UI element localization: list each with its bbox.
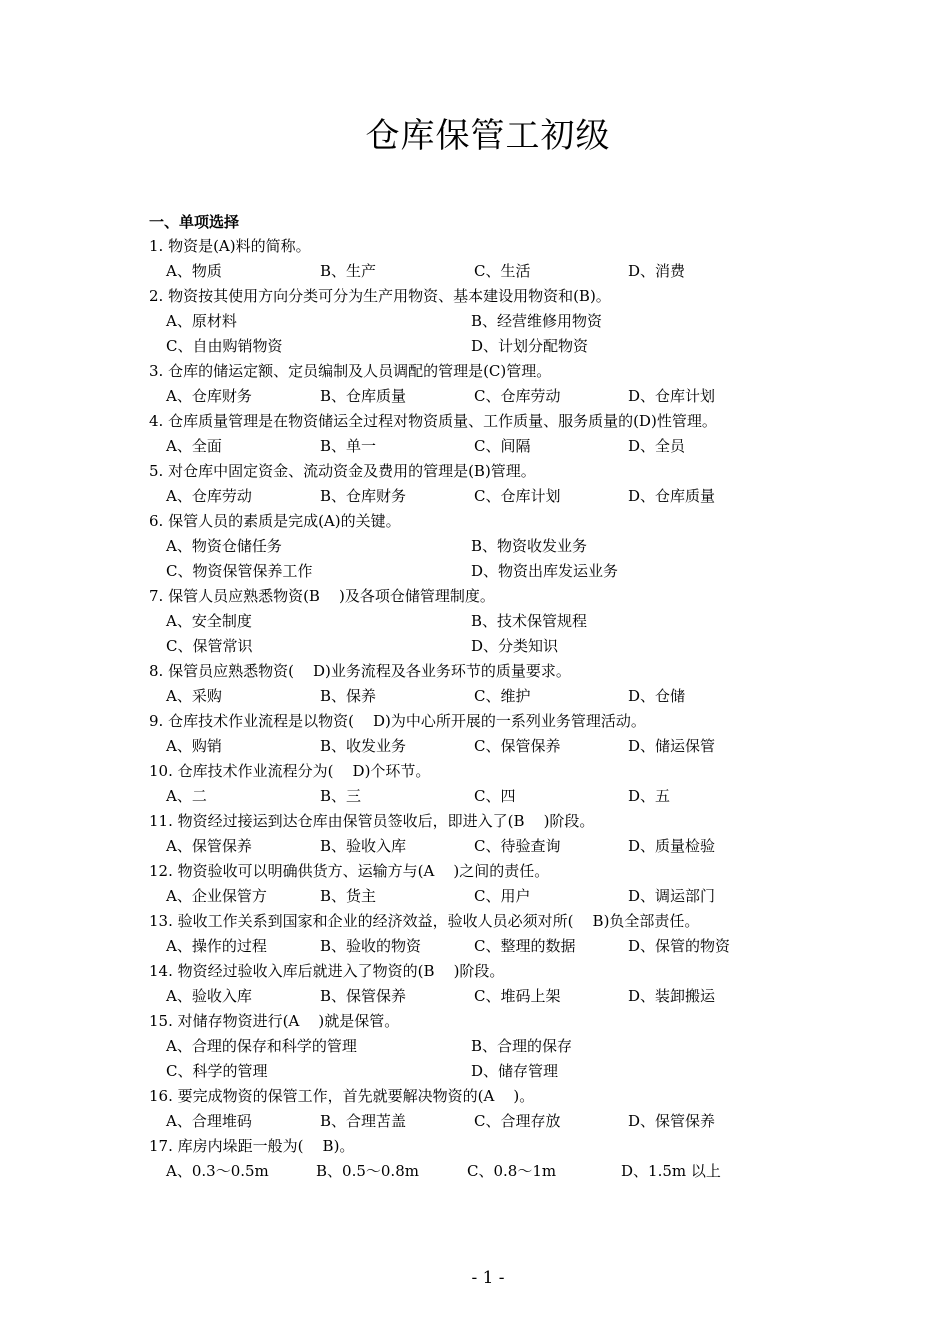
option-b: B、保养 <box>320 687 377 705</box>
option-a: A、二 <box>166 787 207 805</box>
option-c: C、仓库计划 <box>474 487 561 505</box>
question-text: 12. 物资验收可以明确供货方、运输方与(A )之间的责任。 <box>149 862 550 880</box>
option-c: C、间隔 <box>474 437 531 455</box>
option-b: B、合理的保存 <box>471 1037 573 1055</box>
options-row <box>149 984 849 1009</box>
option-d: D、保管的物资 <box>628 937 731 955</box>
question-text: 2. 物资按其使用方向分类可分为生产用物资、基本建设用物资和(B)。 <box>149 287 611 305</box>
options-row <box>149 934 849 959</box>
option-b: B、经营维修用物资 <box>471 312 603 330</box>
option-a: A、全面 <box>166 437 222 455</box>
options-row <box>149 834 849 859</box>
question-text: 1. 物资是(A)料的简称。 <box>149 237 311 255</box>
question-text: 14. 物资经过验收入库后就进入了物资的(B )阶段。 <box>149 962 505 980</box>
question-list <box>149 234 849 1184</box>
options-row <box>149 259 849 284</box>
options-row <box>149 684 849 709</box>
option-d: D、物资出库发运业务 <box>471 562 619 580</box>
options-row <box>149 534 849 559</box>
options-row <box>149 1159 849 1184</box>
option-a: A、验收入库 <box>166 987 252 1005</box>
options-row <box>149 884 849 909</box>
option-d: D、仓库计划 <box>628 387 716 405</box>
option-b: B、验收的物资 <box>320 937 422 955</box>
option-b: B、货主 <box>320 887 377 905</box>
question-text: 8. 保管员应熟悉物资( D)业务流程及各业务环节的质量要求。 <box>149 662 571 680</box>
options-row <box>149 484 849 509</box>
option-a: A、物质 <box>166 262 222 280</box>
option-c: C、生活 <box>474 262 531 280</box>
question-text: 6. 保管人员的素质是完成(A)的关键。 <box>149 512 401 530</box>
document-title: 仓库保管工初级 <box>365 116 611 156</box>
option-b: B、单一 <box>320 437 377 455</box>
options-row <box>149 609 849 634</box>
option-b: B、仓库质量 <box>320 387 407 405</box>
option-c: C、待验查询 <box>474 837 561 855</box>
question-text: 13. 验收工作关系到国家和企业的经济效益，验收人员必须对所( B)负全部责任。 <box>149 912 700 930</box>
option-a: A、仓库劳动 <box>166 487 252 505</box>
option-a: A、购销 <box>166 737 222 755</box>
option-d: D、分类知识 <box>471 637 559 655</box>
option-a: A、保管保养 <box>166 837 252 855</box>
option-c: C、0.8～1m <box>467 1162 557 1180</box>
option-d: D、计划分配物资 <box>471 337 589 355</box>
option-b: B、合理苫盖 <box>320 1112 407 1130</box>
option-c: C、自由购销物资 <box>166 337 283 355</box>
option-b: B、收发业务 <box>320 737 407 755</box>
option-d: D、保管保养 <box>628 1112 716 1130</box>
option-b: B、仓库财务 <box>320 487 407 505</box>
option-d: D、调运部门 <box>628 887 716 905</box>
options-row <box>149 1034 849 1059</box>
option-d: D、五 <box>628 787 671 805</box>
option-c: C、维护 <box>474 687 531 705</box>
option-b: B、保管保养 <box>320 987 407 1005</box>
option-b: B、验收入库 <box>320 837 407 855</box>
option-b: B、技术保管规程 <box>471 612 588 630</box>
question-text: 15. 对储存物资进行(A )就是保管。 <box>149 1012 400 1030</box>
question-text: 5. 对仓库中固定资金、流动资金及费用的管理是(B)管理。 <box>149 462 536 480</box>
option-a: A、安全制度 <box>166 612 252 630</box>
option-a: A、合理的保存和科学的管理 <box>166 1037 357 1055</box>
options-row <box>149 784 849 809</box>
option-b: B、物资收发业务 <box>471 537 588 555</box>
option-d: D、储运保管 <box>628 737 716 755</box>
option-a: A、原材料 <box>166 312 237 330</box>
option-c: C、四 <box>474 787 516 805</box>
option-d: D、仓库质量 <box>628 487 716 505</box>
question-text: 3. 仓库的储运定额、定员编制及人员调配的管理是(C)管理。 <box>149 362 552 380</box>
option-d: D、仓储 <box>628 687 686 705</box>
question-text: 11. 物资经过接运到达仓库由保管员签收后，即进入了(B )阶段。 <box>149 812 595 830</box>
option-a: A、合理堆码 <box>166 1112 252 1130</box>
option-c: C、保管保养 <box>474 737 561 755</box>
page-number: - 1 - <box>471 1268 505 1288</box>
option-a: A、操作的过程 <box>166 937 267 955</box>
option-d: D、装卸搬运 <box>628 987 716 1005</box>
options-row <box>149 384 849 409</box>
option-c: C、保管常识 <box>166 637 253 655</box>
options-row <box>149 559 849 584</box>
option-c: C、物资保管保养工作 <box>166 562 313 580</box>
question-text: 17. 库房内垛距一般为( B)。 <box>149 1137 355 1155</box>
option-a: A、物资仓储任务 <box>166 537 282 555</box>
option-a: A、企业保管方 <box>166 887 267 905</box>
question-text: 9. 仓库技术作业流程是以物资( D)为中心所开展的一系列业务管理活动。 <box>149 712 646 730</box>
option-c: C、堆码上架 <box>474 987 561 1005</box>
option-d: D、消费 <box>628 262 686 280</box>
option-d: D、1.5m 以上 <box>621 1162 721 1180</box>
options-row <box>149 634 849 659</box>
option-a: A、仓库财务 <box>166 387 252 405</box>
options-row <box>149 334 849 359</box>
options-row <box>149 1059 849 1084</box>
option-c: C、科学的管理 <box>166 1062 268 1080</box>
options-row <box>149 734 849 759</box>
option-c: C、合理存放 <box>474 1112 561 1130</box>
question-text: 10. 仓库技术作业流程分为( D)个环节。 <box>149 762 431 780</box>
option-a: A、采购 <box>166 687 222 705</box>
option-c: C、整理的数据 <box>474 937 576 955</box>
options-row <box>149 1109 849 1134</box>
option-b: B、生产 <box>320 262 377 280</box>
option-b: B、三 <box>320 787 362 805</box>
option-d: D、质量检验 <box>628 837 716 855</box>
option-c: C、仓库劳动 <box>474 387 561 405</box>
question-text: 4. 仓库质量管理是在物资储运全过程对物资质量、工作质量、服务质量的(D)性管理。 <box>149 412 717 430</box>
option-c: C、用户 <box>474 887 531 905</box>
option-b: B、0.5～0.8m <box>316 1162 419 1180</box>
question-text: 16. 要完成物资的保管工作，首先就要解决物资的(A )。 <box>149 1087 535 1105</box>
option-a: A、0.3～0.5m <box>166 1162 269 1180</box>
options-row <box>149 309 849 334</box>
section-heading: 一、单项选择 <box>149 213 240 231</box>
option-d: D、全员 <box>628 437 686 455</box>
options-row <box>149 434 849 459</box>
option-d: D、储存管理 <box>471 1062 559 1080</box>
question-text: 7. 保管人员应熟悉物资(B )及各项仓储管理制度。 <box>149 587 495 605</box>
